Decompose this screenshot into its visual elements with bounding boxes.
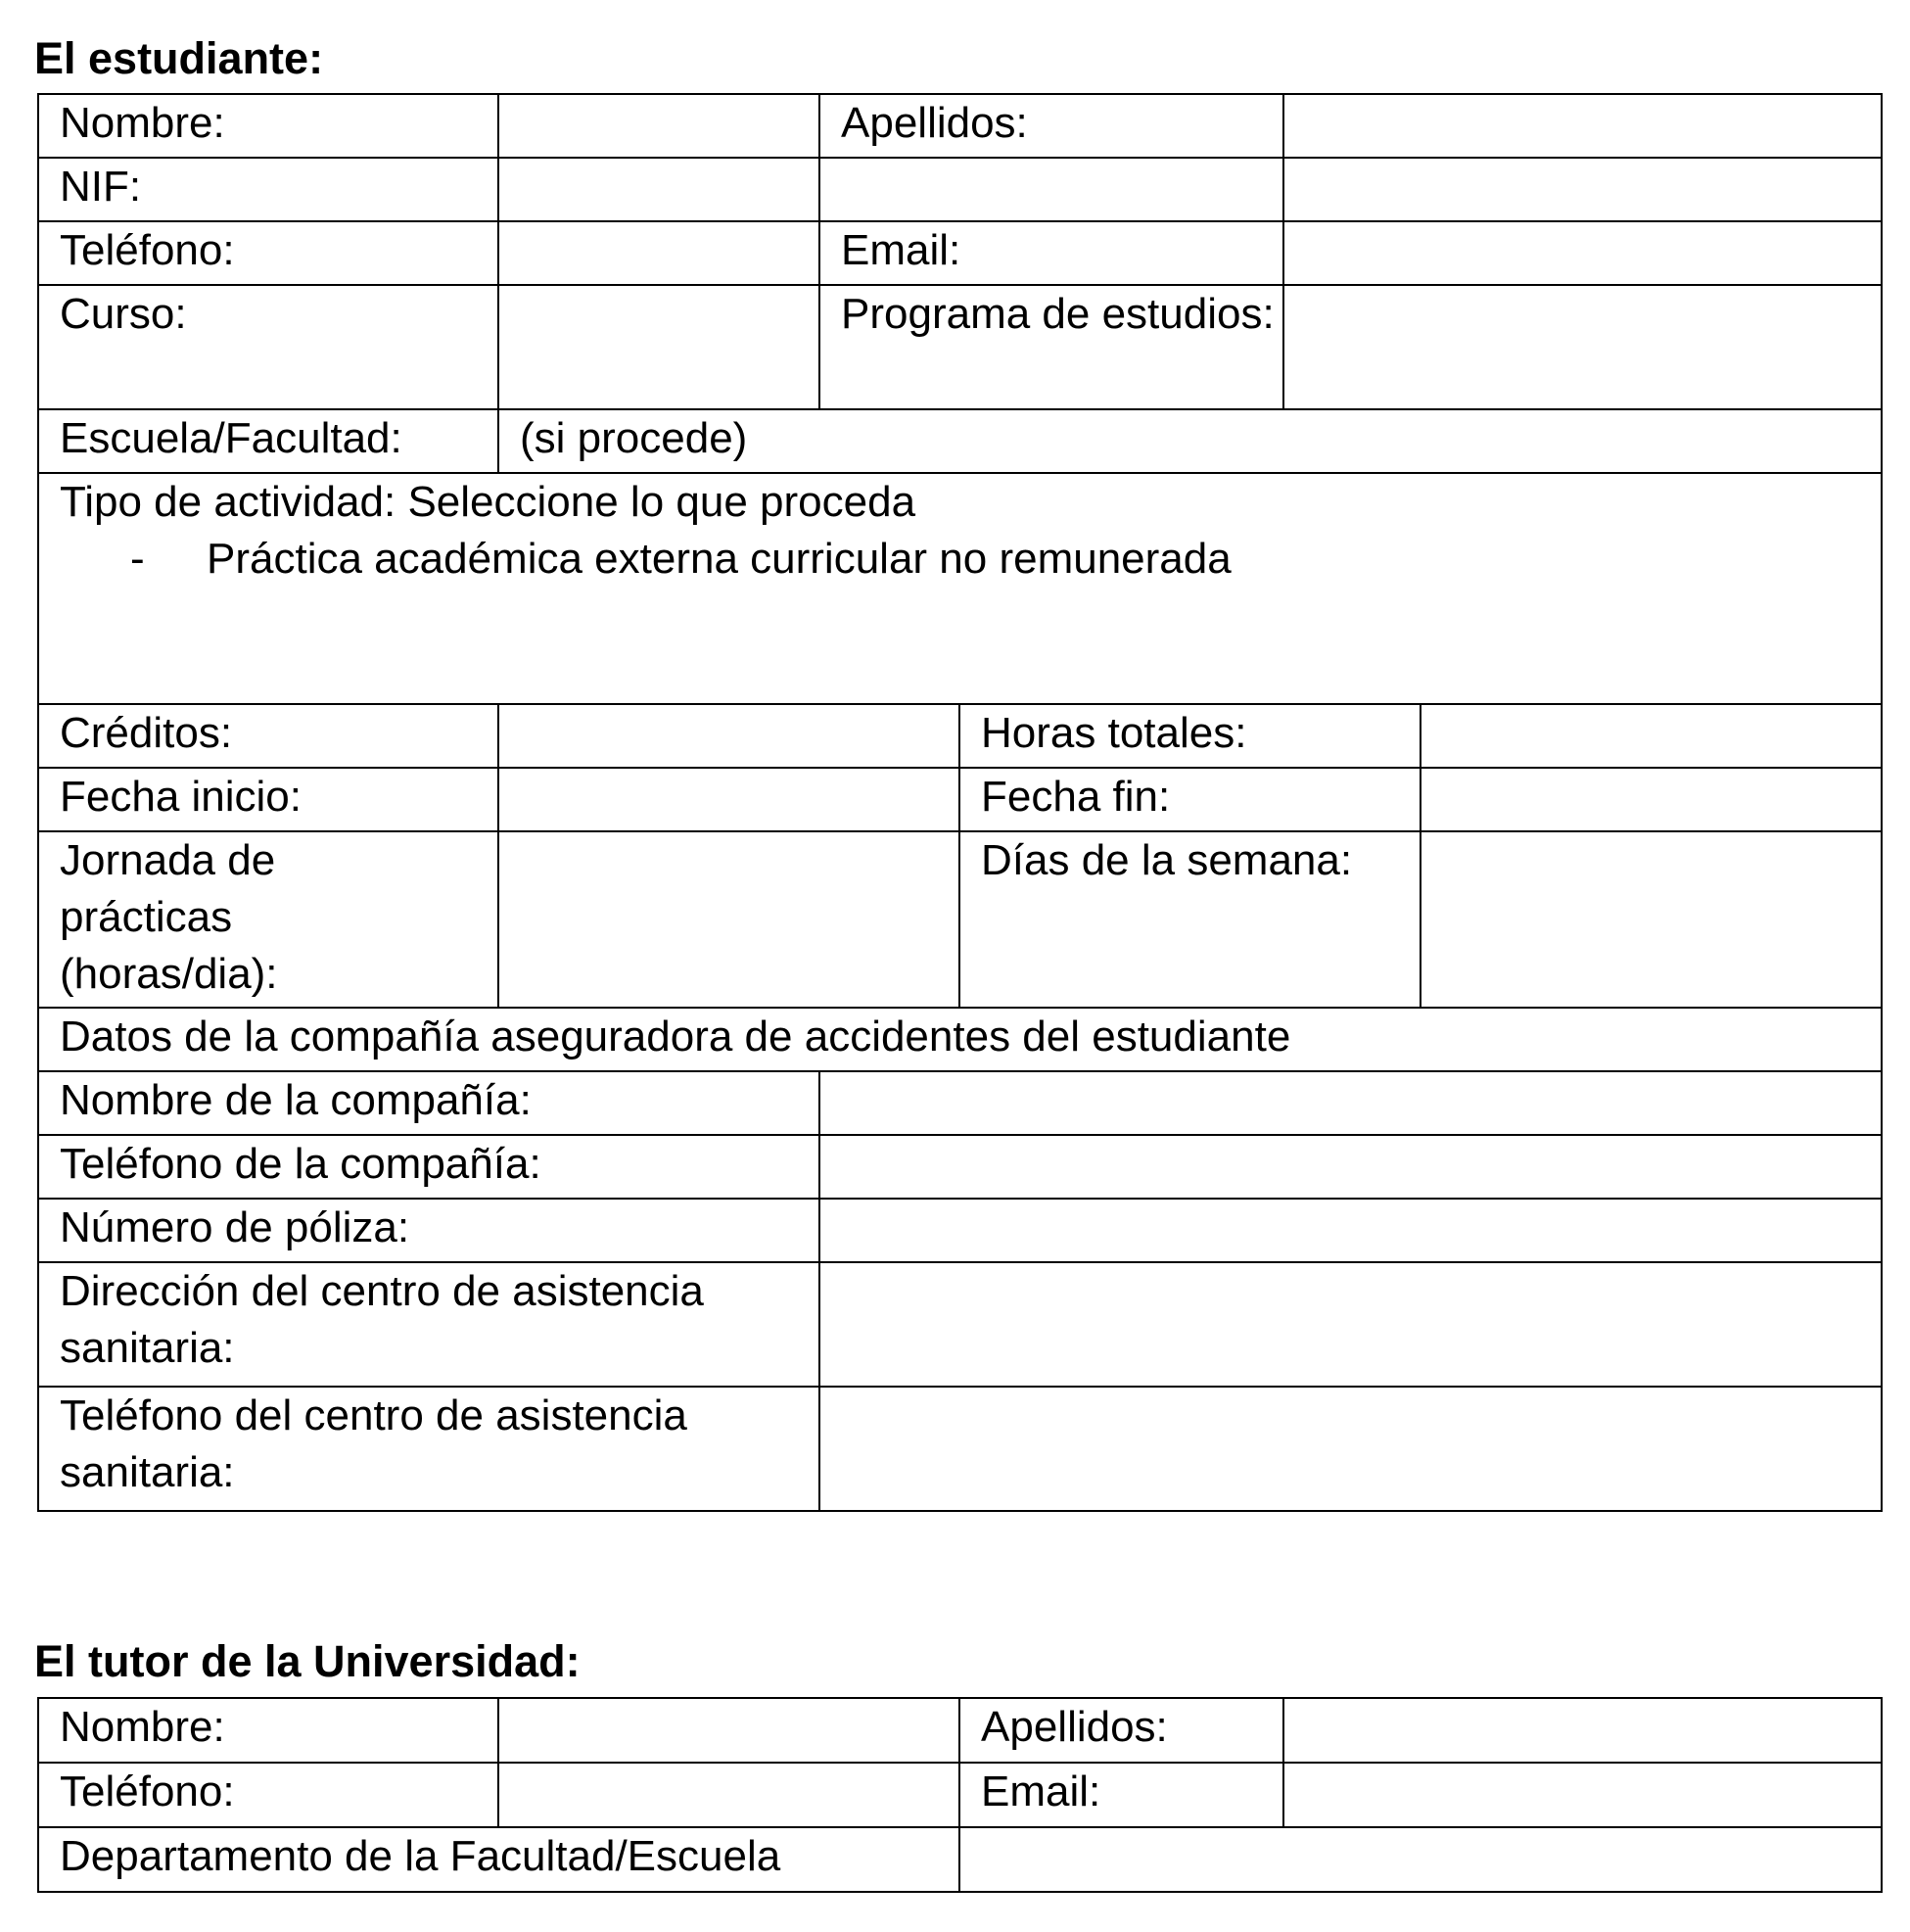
jornada-label: Jornada de prácticas (horas/dia): xyxy=(38,831,498,1008)
nombre-label: Nombre: xyxy=(38,94,498,158)
row-tipo-actividad xyxy=(38,473,1882,704)
row-curso-programa xyxy=(38,285,1882,409)
horas-totales-label: Horas totales: xyxy=(959,704,1421,768)
fecha-fin-field[interactable] xyxy=(1421,768,1882,831)
tipo-actividad-option-text: Práctica académica externa curricular no remunerada xyxy=(207,535,1232,583)
compania-telefono-field[interactable] xyxy=(819,1135,1882,1199)
list-dash: - xyxy=(130,535,145,583)
nif-extra-cell[interactable] xyxy=(819,158,1283,221)
tutor-departamento-field[interactable] xyxy=(959,1827,1882,1892)
row-direccion-centro xyxy=(38,1262,1882,1387)
nif-label: NIF: xyxy=(38,158,498,221)
telefono-centro-field[interactable] xyxy=(819,1387,1882,1511)
dias-semana-field[interactable] xyxy=(1421,831,1882,1008)
row-telefono-centro xyxy=(38,1387,1882,1511)
direccion-centro-label: Dirección del centro de asistencia sanitaria: xyxy=(38,1262,819,1387)
nombre-field[interactable] xyxy=(498,94,819,158)
telefono-label: Teléfono: xyxy=(38,221,498,285)
nif-extra-cell-2[interactable] xyxy=(1283,158,1882,221)
tutor-telefono-label: Teléfono: xyxy=(38,1763,498,1827)
tutor-nombre-field[interactable] xyxy=(498,1698,959,1763)
telefono-centro-label: Teléfono del centro de asistencia sanitaria: xyxy=(38,1387,819,1511)
creditos-field[interactable] xyxy=(498,704,959,768)
row-jornada-dias xyxy=(38,831,1882,1008)
row-fechas xyxy=(38,768,1882,831)
row-compania-nombre xyxy=(38,1071,1882,1135)
row-creditos-horas xyxy=(38,704,1882,768)
row-compania-telefono xyxy=(38,1135,1882,1199)
tutor-nombre-label: Nombre: xyxy=(38,1698,498,1763)
student-table-schedule xyxy=(37,703,1883,1009)
student-table-insurance xyxy=(37,1007,1883,1512)
curso-label: Curso: xyxy=(38,285,498,409)
telefono-field[interactable] xyxy=(498,221,819,285)
fecha-fin-label: Fecha fin: xyxy=(959,768,1421,831)
poliza-label: Número de póliza: xyxy=(38,1199,819,1262)
tipo-actividad-option[interactable] xyxy=(60,531,1881,588)
apellidos-field[interactable] xyxy=(1283,94,1882,158)
tipo-actividad-label: Tipo de actividad: Seleccione lo que proceda xyxy=(60,478,916,526)
row-poliza xyxy=(38,1199,1882,1262)
tipo-actividad-cell xyxy=(38,473,1882,704)
tutor-email-label: Email: xyxy=(959,1763,1283,1827)
fecha-inicio-label: Fecha inicio: xyxy=(38,768,498,831)
poliza-field[interactable] xyxy=(819,1199,1882,1262)
tutor-apellidos-label: Apellidos: xyxy=(959,1698,1283,1763)
dias-semana-label: Días de la semana: xyxy=(959,831,1421,1008)
tutor-row-departamento xyxy=(38,1827,1882,1892)
escuela-label: Escuela/Facultad: xyxy=(38,409,498,473)
row-telefono-email xyxy=(38,221,1882,285)
compania-telefono-label: Teléfono de la compañía: xyxy=(38,1135,819,1199)
direccion-centro-field[interactable] xyxy=(819,1262,1882,1387)
programa-field[interactable] xyxy=(1283,285,1882,409)
row-aseguradora-heading xyxy=(38,1008,1882,1071)
email-label: Email: xyxy=(819,221,1283,285)
student-section-title: El estudiante: xyxy=(34,33,324,83)
tutor-section-title: El tutor de la Universidad: xyxy=(34,1636,581,1686)
creditos-label: Créditos: xyxy=(38,704,498,768)
row-escuela xyxy=(38,409,1882,473)
curso-field[interactable] xyxy=(498,285,819,409)
compania-nombre-label: Nombre de la compañía: xyxy=(38,1071,819,1135)
apellidos-label: Apellidos: xyxy=(819,94,1283,158)
escuela-field[interactable]: (si procede) xyxy=(498,409,1882,473)
jornada-field[interactable] xyxy=(498,831,959,1008)
compania-nombre-field[interactable] xyxy=(819,1071,1882,1135)
tutor-departamento-label: Departamento de la Facultad/Escuela xyxy=(38,1827,959,1892)
fecha-inicio-field[interactable] xyxy=(498,768,959,831)
tutor-row-nombre-apellidos xyxy=(38,1698,1882,1763)
student-table-personal xyxy=(37,93,1883,705)
horas-totales-field[interactable] xyxy=(1421,704,1882,768)
tutor-telefono-field[interactable] xyxy=(498,1763,959,1827)
nif-field[interactable] xyxy=(498,158,819,221)
row-nif xyxy=(38,158,1882,221)
programa-label: Programa de estudios: xyxy=(819,285,1283,409)
tutor-email-field[interactable] xyxy=(1283,1763,1882,1827)
tutor-apellidos-field[interactable] xyxy=(1283,1698,1882,1763)
aseguradora-heading: Datos de la compañía aseguradora de accidentes del estudiante xyxy=(38,1008,1882,1071)
tutor-row-telefono-email xyxy=(38,1763,1882,1827)
row-nombre-apellidos xyxy=(38,94,1882,158)
email-field[interactable] xyxy=(1283,221,1882,285)
tutor-table xyxy=(37,1697,1883,1893)
